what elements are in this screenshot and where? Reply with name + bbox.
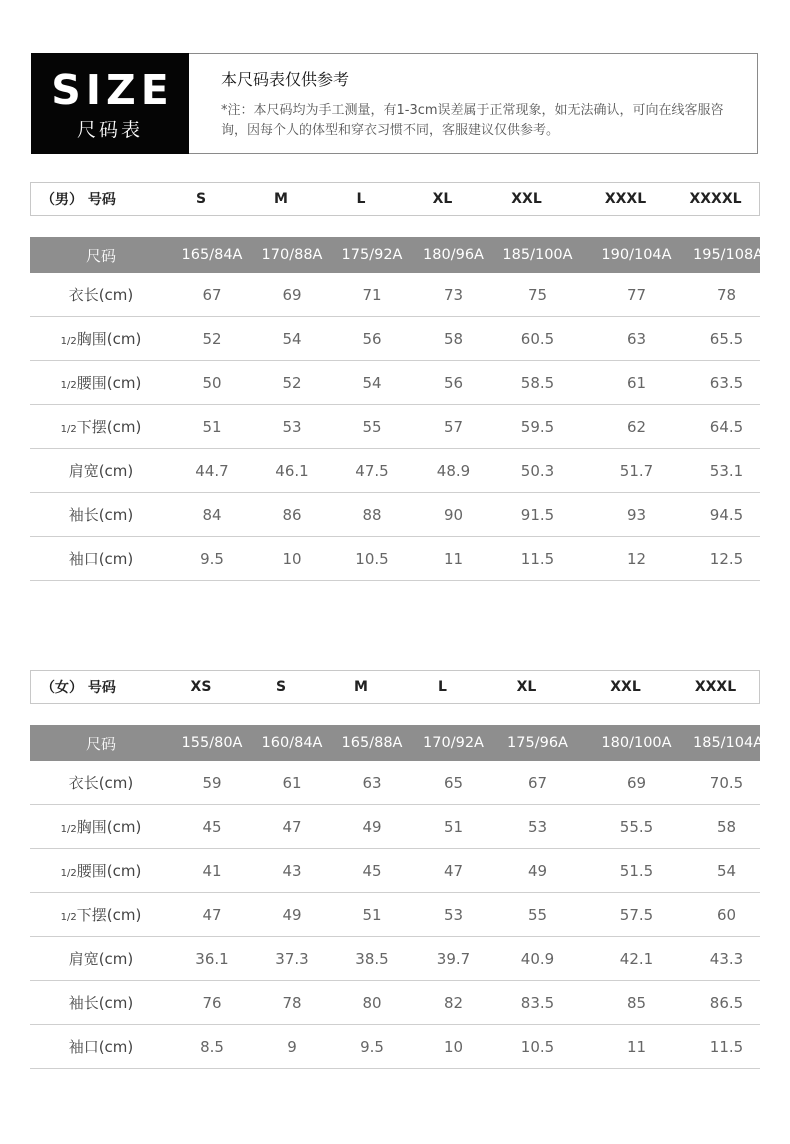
- table-cell: 60.5: [520, 329, 555, 348]
- table-row: [30, 537, 760, 581]
- women-table-header: [30, 725, 764, 761]
- size-code: 165/88A: [341, 735, 403, 751]
- table-cell: 10.5: [520, 1037, 555, 1056]
- measure-label: [30, 992, 172, 1013]
- table-cell: 45: [362, 861, 382, 880]
- table-cell: 63: [626, 329, 647, 348]
- women-table-rows: [30, 761, 760, 1069]
- table-row: [30, 273, 760, 317]
- women-size: XS: [190, 679, 212, 695]
- table-cell: 58: [716, 817, 737, 836]
- table-cell: 58: [443, 329, 464, 348]
- table-cell: 53: [443, 905, 464, 924]
- table-row: [30, 493, 760, 537]
- men-size: XXXL: [604, 191, 647, 207]
- table-cell: 71: [362, 285, 382, 304]
- measure-name: 下摆(cm): [76, 418, 142, 436]
- size-code: 175/96A: [507, 735, 568, 751]
- measure-name: 腰围(cm): [76, 374, 142, 392]
- table-cell: 54: [282, 329, 302, 348]
- table-cell: 49: [362, 817, 382, 836]
- measure-label: [30, 772, 172, 793]
- measure-label: [30, 948, 172, 969]
- size-code: 190/104A: [601, 247, 672, 263]
- measure-name: 肩宽(cm): [68, 950, 134, 968]
- table-cell: 47: [202, 905, 222, 924]
- table-row: [30, 937, 760, 981]
- table-cell: 51: [443, 817, 464, 836]
- table-cell: 53.1: [709, 461, 744, 480]
- size-chart-header: [31, 53, 758, 154]
- table-cell: 54: [362, 373, 382, 392]
- table-cell: 84: [202, 505, 222, 524]
- measure-name: 胸围(cm): [76, 818, 142, 836]
- size-code: 180/100A: [601, 735, 672, 751]
- table-cell: 57: [443, 417, 464, 436]
- men-size-table: [30, 237, 764, 581]
- table-cell: 45: [202, 817, 222, 836]
- half-prefix: 1/2: [60, 824, 77, 835]
- table-cell: 40.9: [520, 949, 555, 968]
- table-cell: 43.3: [709, 949, 744, 968]
- table-cell: 83.5: [520, 993, 555, 1012]
- half-prefix: 1/2: [60, 424, 77, 435]
- size-code: 165/84A: [181, 247, 243, 263]
- table-cell: 59: [202, 773, 222, 792]
- measure-name: 下摆(cm): [76, 906, 142, 924]
- table-cell: 55: [362, 417, 382, 436]
- half-prefix: 1/2: [60, 336, 77, 347]
- logo-subtitle: 尺码表: [76, 119, 143, 141]
- half-prefix: 1/2: [60, 868, 77, 879]
- table-cell: 10: [282, 549, 302, 568]
- table-cell: 42.1: [619, 949, 654, 968]
- table-cell: 11: [443, 549, 464, 568]
- size-code: 180/96A: [423, 247, 484, 263]
- table-cell: 54: [716, 861, 737, 880]
- measure-label: [30, 816, 172, 837]
- table-cell: 80: [362, 993, 382, 1012]
- table-cell: 38.5: [355, 949, 389, 968]
- table-cell: 62: [626, 417, 647, 436]
- men-size: L: [356, 191, 366, 207]
- table-cell: 65: [443, 773, 464, 792]
- table-row: [30, 449, 760, 493]
- table-cell: 67: [202, 285, 222, 304]
- measure-label: [30, 328, 172, 349]
- table-cell: 85: [626, 993, 647, 1012]
- table-cell: 9.5: [360, 1037, 384, 1056]
- measure-name: 胸围(cm): [76, 330, 142, 348]
- women-size: XL: [516, 679, 537, 695]
- table-cell: 94.5: [709, 505, 744, 524]
- table-cell: 76: [202, 993, 222, 1012]
- table-cell: 49: [282, 905, 302, 924]
- table-cell: 43: [282, 861, 302, 880]
- table-cell: 9: [287, 1037, 297, 1056]
- table-cell: 41: [202, 861, 222, 880]
- table-cell: 39.7: [436, 949, 471, 968]
- table-cell: 53: [282, 417, 302, 436]
- table-cell: 55: [527, 905, 548, 924]
- table-cell: 51: [362, 905, 382, 924]
- header-label: 尺码: [85, 734, 116, 753]
- measure-label: [30, 1036, 172, 1057]
- women-size: XXXL: [694, 679, 737, 695]
- table-cell: 75: [527, 285, 548, 304]
- half-prefix: 1/2: [60, 912, 77, 923]
- men-size-bar: [30, 182, 760, 216]
- table-cell: 69: [626, 773, 647, 792]
- table-cell: 50: [202, 373, 222, 392]
- table-cell: 9.5: [200, 549, 224, 568]
- table-row: [30, 761, 760, 805]
- table-cell: 44.7: [195, 461, 229, 480]
- measure-name: 袖口(cm): [68, 1038, 134, 1056]
- table-cell: 77: [626, 285, 647, 304]
- table-cell: 70.5: [709, 773, 744, 792]
- measure-label: [30, 860, 172, 881]
- measure-name: 袖长(cm): [68, 994, 134, 1012]
- table-cell: 78: [282, 993, 302, 1012]
- women-size: XXL: [610, 679, 641, 695]
- table-cell: 69: [282, 285, 302, 304]
- table-cell: 47.5: [355, 461, 389, 480]
- table-row: [30, 317, 760, 361]
- table-cell: 59.5: [520, 417, 555, 436]
- table-cell: 47: [282, 817, 302, 836]
- table-cell: 65.5: [709, 329, 744, 348]
- table-cell: 64.5: [709, 417, 744, 436]
- men-size: XXL: [511, 191, 542, 207]
- table-cell: 61: [626, 373, 647, 392]
- men-size: XL: [432, 191, 453, 207]
- size-code: 195/108A: [693, 247, 764, 263]
- table-cell: 86: [282, 505, 302, 524]
- table-row: [30, 1025, 760, 1069]
- women-size: L: [438, 679, 447, 695]
- header-label: 尺码: [85, 246, 116, 265]
- table-cell: 51: [202, 417, 222, 436]
- men-table-rows: [30, 273, 760, 581]
- women-size: S: [275, 679, 287, 695]
- table-cell: 63: [362, 773, 382, 792]
- measure-name: 肩宽(cm): [68, 462, 134, 480]
- table-row: [30, 361, 760, 405]
- table-cell: 61: [282, 773, 302, 792]
- table-cell: 36.1: [195, 949, 229, 968]
- table-cell: 10: [443, 1037, 464, 1056]
- measure-name: 衣长(cm): [68, 286, 134, 304]
- men-size-label: （男） 号码: [41, 192, 116, 208]
- size-code: 185/104A: [693, 735, 764, 751]
- size-code: 185/100A: [502, 247, 573, 263]
- table-cell: 91.5: [520, 505, 555, 524]
- size-code: 160/84A: [261, 735, 323, 751]
- table-cell: 55.5: [619, 817, 654, 836]
- table-cell: 12: [626, 549, 647, 568]
- women-size-label: （女） 号码: [41, 680, 116, 696]
- table-cell: 50.3: [520, 461, 555, 480]
- table-cell: 63.5: [709, 373, 744, 392]
- table-row: [30, 981, 760, 1025]
- table-cell: 57.5: [619, 905, 654, 924]
- table-cell: 67: [527, 773, 548, 792]
- table-cell: 51.7: [619, 461, 654, 480]
- table-cell: 58.5: [520, 373, 555, 392]
- table-cell: 11: [626, 1037, 647, 1056]
- table-cell: 48.9: [436, 461, 471, 480]
- measure-name: 袖口(cm): [68, 550, 134, 568]
- size-code: 170/88A: [261, 247, 323, 263]
- logo-title: SIZE: [51, 66, 174, 114]
- table-cell: 12.5: [709, 549, 744, 568]
- table-cell: 52: [282, 373, 302, 392]
- table-row: [30, 893, 760, 937]
- measure-name: 衣长(cm): [68, 774, 134, 792]
- size-code: 175/92A: [341, 247, 403, 263]
- table-row: [30, 405, 760, 449]
- men-size: S: [195, 191, 207, 207]
- table-cell: 73: [443, 285, 464, 304]
- table-cell: 49: [527, 861, 548, 880]
- table-cell: 53: [527, 817, 548, 836]
- size-code: 155/80A: [181, 735, 243, 751]
- table-cell: 11.5: [709, 1037, 744, 1056]
- measure-label: [30, 548, 172, 569]
- table-row: [30, 849, 760, 893]
- measure-name: 袖长(cm): [68, 506, 134, 524]
- table-cell: 56: [362, 329, 382, 348]
- measure-label: [30, 284, 172, 305]
- table-cell: 86.5: [709, 993, 744, 1012]
- header-note: *注：本尺码均为手工测量，有1-3cm误差属于正常现象，如无法确认，可向在线客服咨询，因每个人的体型和穿衣习惯不同，客服建议仅供参考。: [221, 103, 724, 138]
- table-cell: 90: [443, 505, 464, 524]
- men-size: XXXXL: [689, 191, 742, 207]
- size-logo: [31, 53, 189, 154]
- table-cell: 46.1: [275, 461, 309, 480]
- size-code: 170/92A: [423, 735, 484, 751]
- table-cell: 93: [626, 505, 647, 524]
- table-cell: 52: [202, 329, 222, 348]
- table-cell: 60: [716, 905, 737, 924]
- table-cell: 88: [362, 505, 382, 524]
- table-cell: 78: [716, 285, 737, 304]
- header-title: 本尺码表仅供参考: [221, 70, 350, 89]
- women-size-table: [30, 725, 764, 1069]
- women-size-bar: [30, 670, 760, 704]
- table-cell: 51.5: [619, 861, 654, 880]
- measure-label: [30, 460, 172, 481]
- table-cell: 37.3: [275, 949, 309, 968]
- measure-label: [30, 372, 172, 393]
- measure-label: [30, 904, 172, 925]
- measure-label: [30, 504, 172, 525]
- table-cell: 82: [443, 993, 464, 1012]
- men-size: M: [274, 191, 288, 207]
- table-cell: 47: [443, 861, 464, 880]
- measure-name: 腰围(cm): [76, 862, 142, 880]
- table-cell: 56: [443, 373, 464, 392]
- measure-label: [30, 416, 172, 437]
- men-table-header: [30, 237, 764, 273]
- table-row: [30, 805, 760, 849]
- table-cell: 10.5: [355, 549, 389, 568]
- table-cell: 11.5: [520, 549, 555, 568]
- table-cell: 8.5: [200, 1037, 224, 1056]
- women-size: M: [354, 679, 368, 695]
- half-prefix: 1/2: [60, 380, 77, 391]
